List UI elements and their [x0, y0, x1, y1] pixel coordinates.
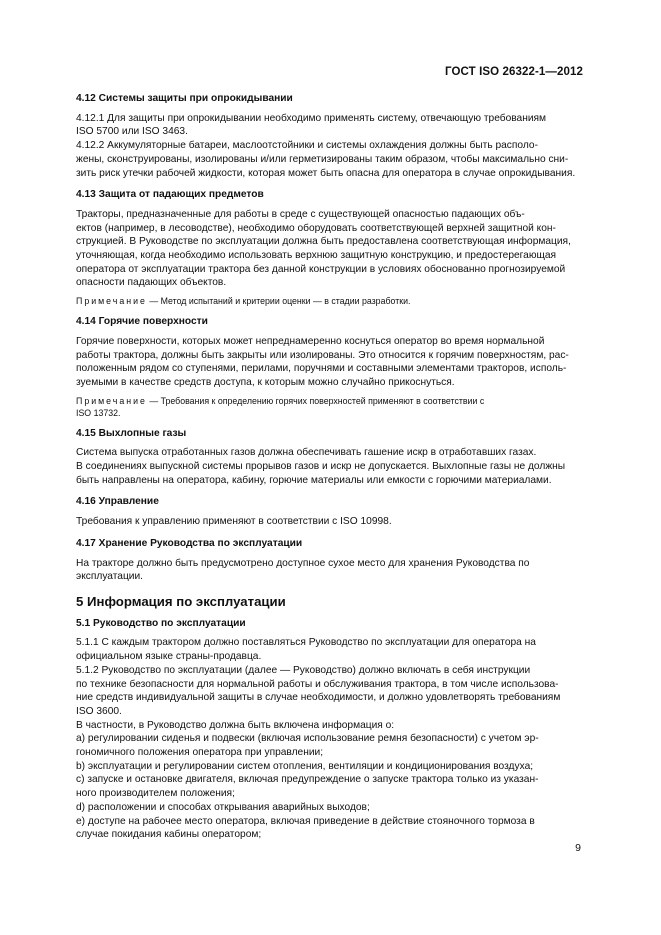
note-text: — Метод испытаний и критерии оценки — в стадии разработки. — [146, 296, 411, 307]
section-4-14-title: 4.14 Горячие поверхности — [76, 316, 208, 328]
section-4-17-title: 4.17 Хранение Руководства по эксплуатации — [76, 537, 303, 549]
section-4-16-text: Требования к управлению применяют в соответствии с ISO 10998. — [76, 516, 392, 528]
section-5-1-1-text: 5.1.1 С каждым трактором должно поставляться Руководство по эксплуатации для оператора на официальном языке страны-продавца. — [76, 637, 536, 663]
list-item-d: d) расположении и способах открывания аварийных выходов; — [76, 801, 370, 813]
section-5-1-2-text: 5.1.2 Руководство по эксплуатации (далее — Руководство) должно включать в себя инструкции по технике безопасности для нормальной работы и обслуживания трактора, в том числе использова- ние средств индивидуальной защиты в случае необходимости, и должно удовлетворять требованиям ISO 3600. — [76, 664, 561, 717]
section-5-1-title: 5.1 Руководство по эксплуатации — [76, 617, 246, 629]
note-label: Примечание — [76, 296, 147, 307]
section-4-12-1-text: 4.12.1 Для защиты при опрокидывании необходимо применять систему, отвечающую требованиям ISO 5700 или ISO 3463. — [76, 112, 547, 138]
section-4-14-note — [76, 395, 585, 419]
section-4-13-text: Тракторы, предназначенные для работы в среде с существующей опасностью падающих объ- ектов (например, в лесоводстве), необходимо оборудовать соответствующей верхней защитной кон- струкцией. В Руководстве по эксплуатации должна быть предоставлена соответствующая информация, уточняющая, когда необходимо использовать верхнюю защитную конструкцию, и предостерегающая оператора от эксплуатации трактора без данной конструкции в условиях обоснованно прогнозируемой опасности падающих объектов. — [76, 208, 571, 289]
section-4-13-note — [76, 295, 585, 307]
page-content — [76, 92, 585, 842]
section-4-13-title: 4.13 Защита от падающих предметов — [76, 189, 264, 201]
list-item-c: с) запуске и остановке двигателя, включая предупреждение о запуске трактора только из указан- ного производителем положения; — [76, 774, 539, 800]
list-item-e: е) доступе на рабочее место оператора, включая приведение в действие стояночного тормоза в случае покидания кабины оператором; — [76, 815, 535, 841]
section-5-1-2-intro: В частности, в Руководство должна быть включена информация о: — [76, 719, 395, 731]
section-4-16-title: 4.16 Управление — [76, 496, 159, 508]
section-4-17-text: На тракторе должно быть предусмотрено доступное сухое место для хранения Руководства по эксплуатации. — [76, 557, 530, 583]
document-code: ГОСТ ISO 26322-1—2012 — [445, 66, 583, 78]
note-text: — Требования к определению горячих поверхностей применяют в соответствии с ISO 13732. — [76, 395, 485, 418]
section-4-15-title: 4.15 Выхлопные газы — [76, 427, 187, 439]
list-item-a: а) регулировании сиденья и подвески (включая использование ремня безопасности) с учетом эр- гономичного положения оператора при управлении; — [76, 733, 539, 759]
list-item-b: b) эксплуатации и регулировании систем отопления, вентиляции и кондиционирования воздуха; — [76, 760, 534, 772]
note-label: Примечание — [76, 395, 147, 406]
section-4-15-text: Система выпуска отработанных газов должна обеспечивать гашение искр в отработавших газах. В соединениях выпускной системы прорывов газов и искр не допускается. Выхлопные газы не должны быть направлены на оператора, кабину, горючие материалы или емкости с горючими материалами. — [76, 447, 566, 486]
section-4-12-title: 4.12 Системы защиты при опрокидывании — [76, 93, 293, 104]
section-4-14-text: Горячие поверхности, которых может непреднамеренно коснуться оператор во время нормальной работы трактора, должны быть закрыты или изолированы. Это относится к горячим поверхностям, рас- положенным рядом со ступенями, перилами, поручнями и составными элементами тракторов, исполь- зуемыми в качестве средств доступа, к которым можно случайно прикоснуться. — [76, 335, 569, 388]
section-4-12-2-text: 4.12.2 Аккумуляторные батареи, маслоотстойники и системы охлаждения должны быть располо- жены, сконструированы, изолированы и/или герметизированы таким образом, чтобы максимально сни- зить риск утечки рабочей жидкости, которая может быть опасна для оператора в случае опрокидывания. — [76, 140, 576, 179]
section-5-title: 5 Информация по эксплуатации — [76, 593, 286, 609]
page-number: 9 — [575, 842, 581, 854]
